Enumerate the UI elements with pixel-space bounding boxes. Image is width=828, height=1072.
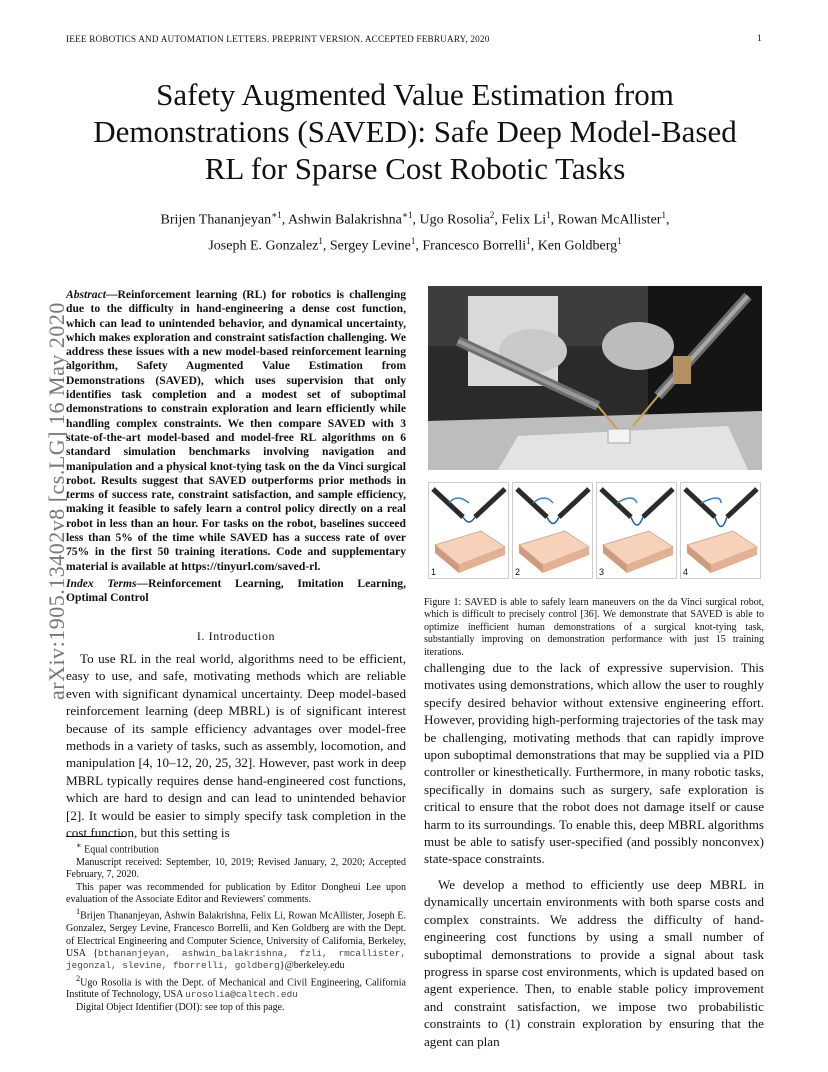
author-name: Francesco Borrelli: [422, 238, 527, 254]
footnote-recommended: This paper was recommended for publication by Editor Dongheui Lee upon evaluation of the Associate Editor and Reviewers' comments.: [66, 881, 406, 905]
footnote-received: Manuscript received: September, 10, 2019; Revised January, 2, 2020; Accepted February, 7, 2020.: [66, 856, 406, 881]
intro-paragraph: To use RL in the real world, algorithms need to be efficient, easy to use, and safe, motivating methods which are reliable even with significant dynamical uncertainty. Deep model-based reinforcement learning (deep MBRL) is of significant interest because of its sample efficiency advantages over model-free methods in a variety of tasks, such as assembly, locomotion, and manipulation [4, 10–12, 20, 25, 32]. However, past work in deep MBRL typically requires dense hand-engineered cost functions, which are hard to design and can lead to unintended behavior [2]. It would be easier to simply specify task completion in the cost function, but this setting is: [66, 651, 406, 841]
page-number: 1: [757, 34, 762, 44]
panel-number: 4: [683, 567, 689, 577]
intro-paragraph: We develop a method to efficiently use deep MBRL in dynamically uncertain environments with both sparse costs and complex constraints. We address the difficulty of hand-engineering cost functions by using a small number of suboptimal demonstrations to provide a signal about task progress in sparse cost environments, which is updated based on agent experience. Then, to enable stable policy improvement and constraint satisfaction, we impose two probabilistic constraints to (1) constrain exploration by ensuring that the agent can plan: [424, 876, 764, 1049]
title-line: RL for Sparse Cost Robotic Tasks: [204, 151, 626, 186]
section-heading: I. Introduction: [196, 629, 276, 643]
author-name: Joseph E. Gonzalez: [208, 238, 319, 254]
intro-paragraph: challenging due to the lack of expressive supervision. This motivates using demonstrations, which allow the user to roughly specify desired behavior without extensive engineering effort. However, providing high-performing trajectories of the task may be challenging, motivating methods that can rapidly improve upon suboptimal demonstrations that may be supplied via a PID controller or kinesthetically. Furthermore, in many robotic tasks, specifically in domains such as surgery, safe exploration is critical to ensure that the robot does not damage itself or cause harm to its surroundings. To enable this, deep MBRL algorithms must be able to satisfy user-specified (and possibly nonconvex) state-space constraints.: [424, 660, 764, 867]
author-name: Sergey Levine: [329, 238, 411, 254]
sequence-panel: [512, 482, 593, 579]
index-terms: [66, 577, 406, 606]
journal-header: IEEE ROBOTICS AND AUTOMATION LETTERS. PREPRINT VERSION. ACCEPTED FEBRUARY, 2020: [66, 34, 490, 44]
author-affiliation-mark: ∗1: [271, 210, 282, 220]
title-line: Demonstrations (SAVED): Safe Deep Model-Based: [93, 114, 737, 149]
footnote-doi: Digital Object Identifier (DOI): see top of this page.: [76, 1001, 285, 1013]
author-name: Brijen Thananjeyan: [160, 212, 272, 228]
footnotes: [66, 840, 406, 1014]
sequence-panel: [680, 482, 761, 579]
arxiv-id: arXiv:1905.13402v8 [cs.LG] 16 May 2020: [44, 302, 69, 700]
panel-number: 2: [515, 567, 521, 577]
author-name: Rowan McAllister: [557, 212, 662, 228]
paper-title: [40, 76, 790, 187]
author-line: Brijen Thananjeyan$^{∗1}$, Ashwin Balakrishna$^{∗1}$, Ugo Rosolia$^2$, Felix Li$^1$, Rowan McAllister$^1$,: [160, 210, 670, 228]
abstract: [66, 288, 406, 574]
author-affiliation-mark: ∗1: [401, 210, 413, 220]
author-affiliation-mark: 1: [410, 235, 416, 246]
abstract-text: —Reinforcement learning (RL) for robotics is challenging due to the difficulty in hand-engineering a dense cost function, which can lead to unintended behavior, and dynamical uncertainty, which makes exploration and constraint satisfaction challenging. We address these issues with a new model-based reinforcement learning algorithm, Safety Augmented Value Estimation from Demonstrations (SAVED), which uses supervision that only identifies task completion and a modest set of suboptimal demonstrations to constrain exploration and learn efficiently while handling complex constraints. We then compare SAVED with 3 state-of-the-art model-based and model-free RL algorithms on 6 standard simulation benchmarks involving navigation and manipulation and a physical knot-tying task on the da Vinci surgical robot. Results suggest that SAVED outperforms prior methods in terms of success rate, constraint satisfaction, and sample efficiency, making it feasible to safely learn a control policy directly on a real robot in less than an hour. For tasks on the robot, baselines succeed less than 5% of the time while SAVED has a success rate of over 75% in the first 50 training iterations. Code and supplementary material is available at https://tinyurl.com/saved-rl.: [66, 288, 406, 573]
robot-photo: [428, 286, 762, 470]
panel-number: 1: [431, 567, 437, 577]
author-affiliation-mark: 1: [546, 210, 551, 220]
sequence-panel: [428, 482, 509, 579]
footnote-affiliation-2: $^2$Ugo Rosolia is with the Dept. of Mechanical and Civil Engineering, California Institute of Technology, USA urosolia@caltech.edu: [66, 973, 406, 1001]
author-affiliation-mark: 2: [489, 210, 495, 220]
sequence-panel: [596, 482, 677, 579]
author-name: Felix Li: [501, 212, 547, 228]
author-affiliation-mark: 1: [617, 235, 622, 246]
arxiv-stamp: [6, 280, 69, 700]
abstract-label: Abstract: [66, 288, 106, 301]
footnote-equal: ∗ Equal contribution: [76, 841, 159, 856]
author-list: [40, 205, 790, 256]
intro-column-2: [424, 659, 764, 1050]
intro-column-1: [66, 650, 406, 841]
panel-number: 3: [599, 567, 605, 577]
index-terms-label: Index Terms: [66, 577, 137, 590]
index-terms-text: —Reinforcement Learning, Imitation Learning, Optimal Control: [66, 577, 406, 605]
author-line: Joseph E. Gonzalez$^1$, Sergey Levine$^1$, Francesco Borrelli$^1$, Ken Goldberg$^1$: [208, 235, 622, 254]
footnote-rule: [66, 836, 126, 837]
author-affiliation-mark: 1: [661, 210, 666, 220]
knot-tying-sequence: [428, 482, 762, 577]
title-line: Safety Augmented Value Estimation from: [156, 77, 674, 112]
author-name: Ashwin Balakrishna: [287, 212, 402, 228]
author-name: Ken Goldberg: [537, 238, 618, 254]
figure-caption: Figure 1: SAVED is able to safely learn maneuvers on the da Vinci surgical robot, which is difficult to precisely control [36]. We demonstrate that SAVED is able to optimize inefficient human demonstrations of a surgical knot-tying task, substantially improving on demonstration performance with just 15 training iterations.: [424, 597, 764, 658]
author-affiliation-mark: 1: [526, 235, 531, 246]
author-affiliation-mark: 1: [318, 235, 323, 246]
author-name: Ugo Rosolia: [419, 212, 490, 228]
footnote-affiliation-1: $^1$Brijen Thananjeyan, Ashwin Balakrishna, Felix Li, Rowan McAllister, Joseph E. Gonzalez, Sergey Levine, Francesco Borrelli, and Ken Goldberg are with the Dept. of Electrical Engineering and Computer Science, University of California, Berkeley, USA {bthananjeyan, ashwin_balakrishna, fzli, rmcallister, jegonzal, slevine, fborrelli, goldberg}@berkeley.edu: [66, 907, 406, 972]
